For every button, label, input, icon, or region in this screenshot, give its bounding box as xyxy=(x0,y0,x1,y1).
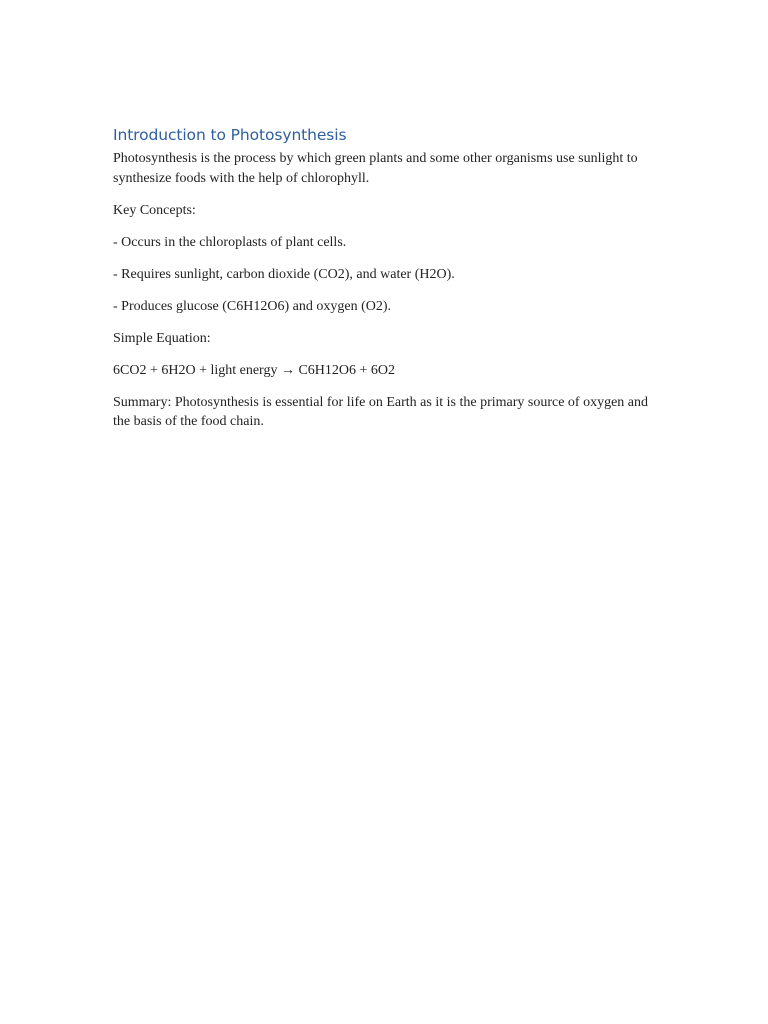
summary-paragraph: Summary: Photosynthesis is essential for life on Earth as it is the primary source of oxygen and the basis of the food chain. xyxy=(113,394,649,429)
key-concepts-label: Key Concepts: xyxy=(113,202,196,218)
equation-text: 6CO2 + 6H2O + light energy → C6H12O6 + 6O2 xyxy=(113,362,396,378)
equation-label: Simple Equation: xyxy=(113,330,211,346)
document-body xyxy=(113,124,661,444)
document-title: Introduction to Photosynthesis xyxy=(113,126,347,144)
key-concept-item: - Occurs in the chloroplasts of plant cells. xyxy=(113,234,347,250)
key-concept-item: - Requires sunlight, carbon dioxide (CO2), and water (H2O). xyxy=(113,266,455,282)
intro-paragraph: Photosynthesis is the process by which green plants and some other organisms use sunlight to synthesize foods with the help of chlorophyll. xyxy=(113,151,638,186)
key-concept-item: - Produces glucose (C6H12O6) and oxygen (O2). xyxy=(113,298,391,314)
